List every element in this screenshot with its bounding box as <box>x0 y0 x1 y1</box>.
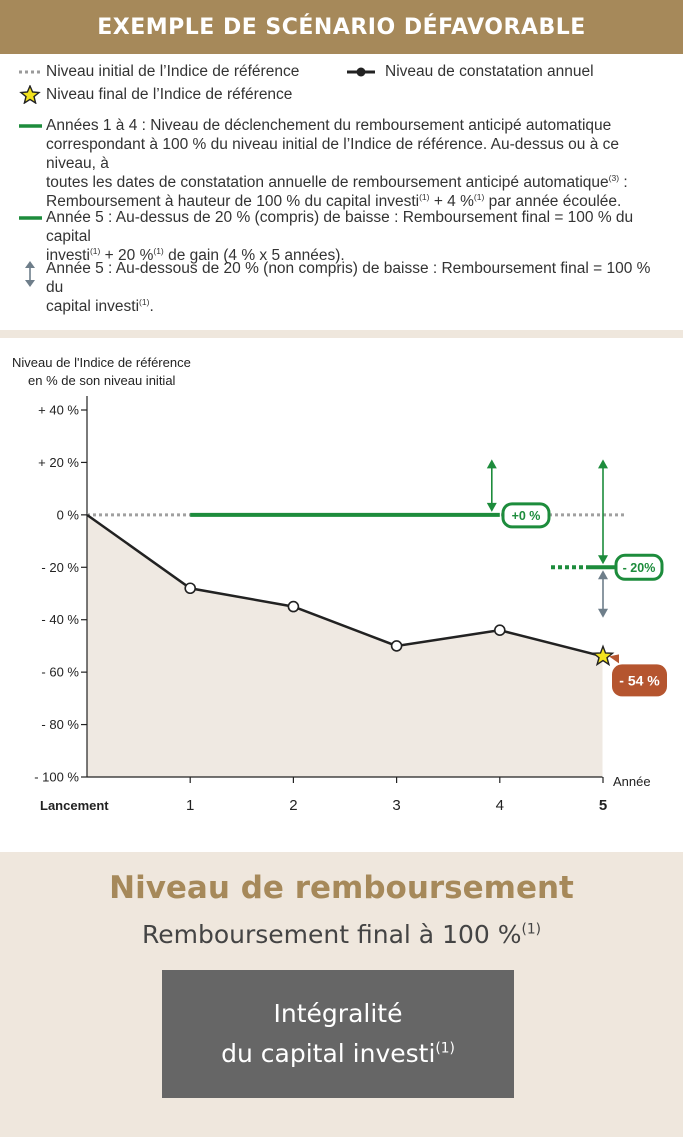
data-point <box>392 641 402 651</box>
arrow-head-up <box>487 459 497 468</box>
result-subtitle: Remboursement final à 100 %$^{(1)}$ <box>142 920 541 949</box>
y-axis-label: en % de son niveau initial <box>28 373 176 388</box>
x-tick-label: 5 <box>598 797 608 814</box>
autocall-badge: +0 % <box>511 508 541 523</box>
chart-svg <box>0 338 683 850</box>
legend-text-line: Années 1 à 4 : Niveau de déclenchement du remboursement anticipé automatique <box>46 117 612 134</box>
header-banner <box>0 0 683 54</box>
up-down-arrow-icon <box>18 259 46 278</box>
y-tick-label: 0 % <box>56 507 79 523</box>
arrow-head-down <box>598 609 608 618</box>
result-title: Niveau de remboursement <box>109 870 574 906</box>
legend-text-line: investi$^{(1)}$ + 20 %$^{(1)}$ de gain (4 % x 5 années). <box>46 245 345 264</box>
green-line-icon <box>18 208 46 227</box>
data-point <box>495 625 505 635</box>
arrow-head-down <box>598 555 608 564</box>
y-tick-label: - 20 % <box>41 559 79 575</box>
y-tick-label: + 20 % <box>38 454 79 470</box>
x-tick-label: 4 <box>495 797 504 814</box>
data-point <box>185 583 195 593</box>
y-axis-label: Niveau de l'Indice de référence <box>12 355 191 370</box>
green-line-icon <box>18 116 46 135</box>
area-fill <box>87 515 603 777</box>
separator-band <box>0 330 683 338</box>
legend-item-year5-above <box>18 208 668 265</box>
result-panel <box>0 852 683 1137</box>
y-tick-label: - 40 % <box>41 612 79 628</box>
legend-item-initial <box>18 62 299 81</box>
legend-text-line: capital investi$^{(1)}$. <box>46 296 154 315</box>
line-dot-icon <box>345 62 385 81</box>
legend-item-years-1-4 <box>18 116 668 211</box>
x-tick-label: 3 <box>392 797 401 814</box>
legend-label: Niveau de constatation annuel <box>385 63 594 80</box>
result-box-line: du capital investi$^{(1)}$ <box>221 1039 455 1068</box>
arrow-head-up <box>598 570 608 579</box>
legend-text-line: Année 5 : Au-dessus de 20 % (compris) de baisse : Remboursement final = 100 % du capital <box>46 209 634 245</box>
legend-label: Niveau final de l’Indice de référence <box>46 86 293 103</box>
legend-item-year5-below <box>18 259 668 316</box>
legend-text-line: toutes les dates de constatation annuelle de remboursement anticipé automatique$^{(3)}$ : <box>46 172 628 191</box>
result-box <box>162 970 514 1098</box>
legend-item-final <box>18 85 292 104</box>
dotted-line-icon <box>18 62 46 81</box>
data-point <box>288 602 298 612</box>
arrow-head-down <box>487 503 497 512</box>
legend-text-line: Remboursement à hauteur de 100 % du capital investi$^{(1)}$ + 4 %$^{(1)}$ par année écoulée. <box>46 191 622 210</box>
result-box-line: Intégralité <box>273 999 403 1028</box>
x-tick-label: 1 <box>186 797 195 814</box>
y-tick-label: - 100 % <box>34 769 79 785</box>
x-axis-label: Année <box>613 774 651 789</box>
y-tick-label: - 80 % <box>41 717 79 733</box>
x-tick-label: Lancement <box>40 798 109 813</box>
x-tick-label: 2 <box>289 797 298 814</box>
y-tick-label: + 40 % <box>38 402 79 418</box>
arrow-head-up <box>598 459 608 468</box>
legend-label: Niveau initial de l’Indice de référence <box>46 63 300 80</box>
star-icon <box>18 85 46 104</box>
final-value-badge: - 54 % <box>619 672 660 689</box>
y-tick-label: - 60 % <box>41 664 79 680</box>
page-title: EXEMPLE DE SCÉNARIO DÉFAVORABLE <box>97 14 586 40</box>
chart-area <box>0 338 683 850</box>
legend-item-annual <box>345 62 594 81</box>
legend-text-line: Année 5 : Au-dessous de 20 % (non compris) de baisse : Remboursement final = 100 % du <box>46 260 651 296</box>
final-barrier-badge: - 20% <box>622 560 656 575</box>
legend-text-line: correspondant à 100 % du niveau initial de l’Indice de référence. Au-dessus ou à ce niveau, à <box>46 136 620 172</box>
